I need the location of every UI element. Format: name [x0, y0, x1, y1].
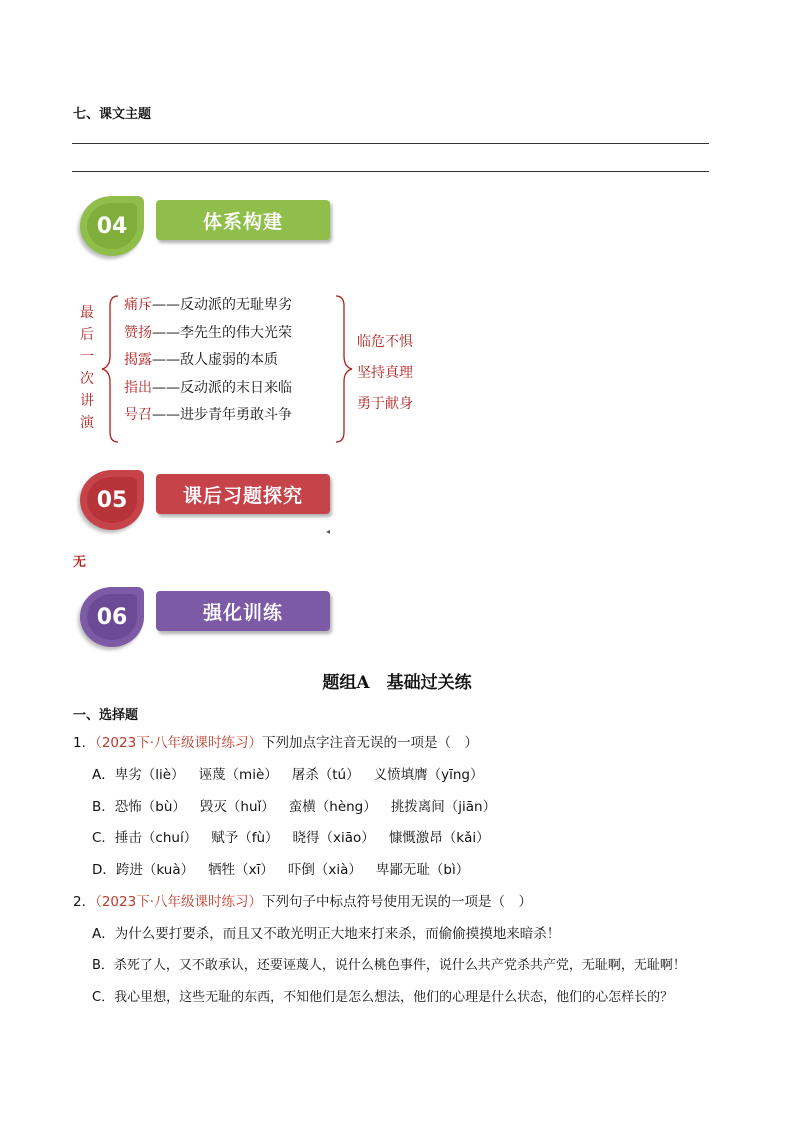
- section-heading-theme: 七、课文主题: [73, 107, 152, 122]
- structure-diagram: [78, 292, 438, 442]
- diagram-right-summary: [357, 327, 413, 420]
- banner-label: 体系构建: [156, 200, 330, 240]
- diagram-line: 揭露——敌人虚弱的本质: [124, 352, 278, 369]
- question-number: 2．: [73, 894, 96, 910]
- banner-number-badge: [80, 470, 144, 530]
- banner-after-class-exercises: [80, 470, 340, 532]
- left-brace-icon: [100, 294, 122, 444]
- banner-number-badge: [80, 587, 144, 647]
- diagram-left-vertical-text: [78, 302, 96, 434]
- banner-number: 05: [87, 477, 137, 523]
- question-stem: 下列句子中标点符号使用无误的一项是（ ）: [262, 894, 532, 910]
- none-text: 无: [73, 555, 87, 570]
- option-b: B．恐怖（bù） 毁灭（huǐ） 蛮横（hèng） 挑拨离间（jiān）: [92, 799, 497, 815]
- diagram-line: 号召——进步青年勇敢斗争: [124, 407, 292, 424]
- question-stem: 下列加点字注音无误的一项是（ ）: [262, 735, 478, 751]
- option-a: A．为什么要打要杀，而且又不敢光明正大地来打来杀，而偷偷摸摸地来暗杀！: [92, 926, 561, 942]
- vertical-char: 次: [80, 371, 94, 387]
- vertical-char: 最: [80, 305, 94, 321]
- question-source: （2023下·八年级课时练习）: [95, 735, 262, 751]
- answer-line: [72, 143, 709, 144]
- banner-number: 06: [87, 594, 137, 640]
- option-a: A．卑劣（liè） 诬蔑（miè） 屠杀（tú） 义愤填膺（yīng）: [92, 767, 484, 783]
- summary-item: 坚持真理: [357, 365, 413, 381]
- vertical-char: 演: [80, 415, 94, 431]
- option-b: B．杀死了人，又不敢承认，还要诬蔑人，说什么桃色事件，说什么共产党杀共产党，无耻啊，无耻啊！: [92, 958, 686, 973]
- summary-item: 临危不惧: [357, 334, 413, 350]
- group-title: 题组A 基础过关练: [322, 673, 472, 693]
- banner-label: 强化训练: [156, 591, 330, 631]
- vertical-char: 一: [80, 349, 94, 365]
- answer-line: [72, 171, 709, 172]
- banner-number: 04: [87, 203, 137, 249]
- question-number: 1．: [73, 735, 96, 751]
- banner-number-badge: [80, 196, 144, 256]
- option-d: D．跨进（kuà） 牺牲（xī） 吓倒（xià） 卑鄙无耻（bì）: [92, 862, 470, 878]
- right-brace-icon: [332, 294, 354, 444]
- vertical-char: 讲: [80, 393, 94, 409]
- banner-intensive-training: [80, 587, 340, 649]
- question-2: [73, 890, 532, 910]
- option-c: C．我心里想，这些无耻的东西，不知他们是怎么想法，他们的心理是什么状态，他们的心怎样长的？: [92, 990, 674, 1005]
- section-heading-choice: 一、选择题: [73, 708, 139, 723]
- diagram-line: 赞扬——李先生的伟大光荣: [124, 324, 292, 341]
- option-c: C．捶击（chuí） 赋予（fù） 晓得（xiāo） 慷慨激昂（kǎi）: [92, 830, 490, 846]
- vertical-char: 后: [80, 327, 94, 343]
- small-marker-icon: ◂: [326, 527, 331, 536]
- question-1: [73, 731, 478, 751]
- diagram-line: 痛斥——反动派的无耻卑劣: [124, 297, 292, 313]
- banner-system-construction: [80, 196, 340, 258]
- question-source: （2023下·八年级课时练习）: [95, 894, 262, 910]
- diagram-line: 指出——反动派的末日来临: [124, 379, 292, 396]
- diagram-lines: [124, 292, 292, 430]
- summary-item: 勇于献身: [357, 396, 413, 412]
- banner-label: 课后习题探究: [156, 474, 330, 514]
